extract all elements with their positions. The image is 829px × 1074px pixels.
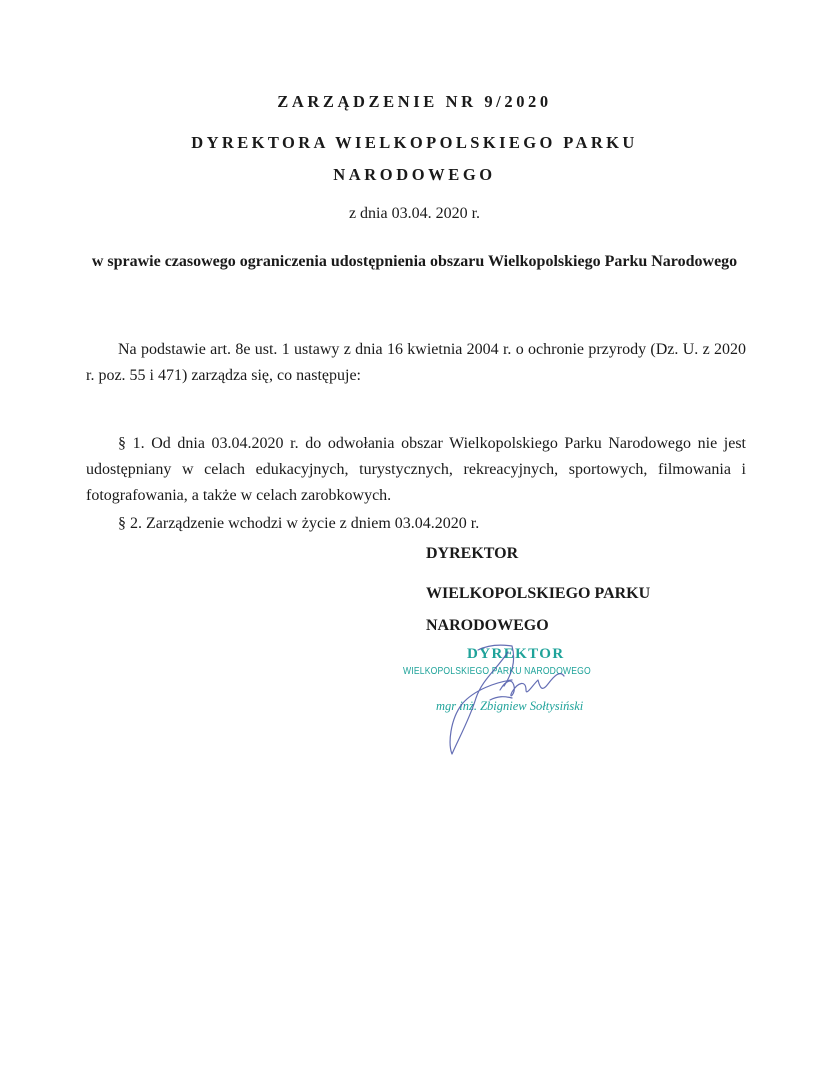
legal-basis-paragraph: Na podstawie art. 8e ust. 1 ustawy z dnia 16 kwietnia 2004 r. o ochronie przyrody (Dz. U. z 2020 r. poz. 55 i 471) zarządza się, co następuje: [86, 341, 746, 384]
signature-organization-continued: NARODOWEGO [426, 617, 549, 634]
stamp-title: DYREKTOR [467, 646, 565, 662]
section-2-paragraph: § 2. Zarządzenie wchodzi w życie z dniem 03.04.2020 r. [118, 515, 480, 532]
section-1-paragraph: § 1. Od dnia 03.04.2020 r. do odwołania obszar Wielkopolskiego Parku Narodowego nie jest udostępniany w celach edukacyjnych, turystycznych, rekreacyjnych, sportowych, filmowania i fotografowania, a także w celach zarobkowych. [86, 435, 746, 504]
handwritten-signature [400, 640, 640, 770]
issuer-line-continued: NARODOWEGO [333, 165, 496, 184]
signature-title: DYREKTOR [426, 545, 519, 562]
document-title: ZARZĄDZENIE NR 9/2020 [277, 92, 552, 111]
document-subject: w sprawie czasowego ograniczenia udostępnienia obszaru Wielkopolskiego Parku Narodowego [91, 253, 738, 270]
signature-organization: WIELKOPOLSKIEGO PARKU [426, 585, 651, 602]
stamp-signatory-name: mgr inż. Zbigniew Sołtysiński [436, 699, 584, 713]
stamp-organization: WIELKOPOLSKIEGO PARKU NARODOWEGO [403, 665, 591, 677]
document-date: z dnia 03.04. 2020 r. [348, 205, 481, 222]
issuer-line: DYREKTORA WIELKOPOLSKIEGO PARKU [191, 133, 638, 152]
